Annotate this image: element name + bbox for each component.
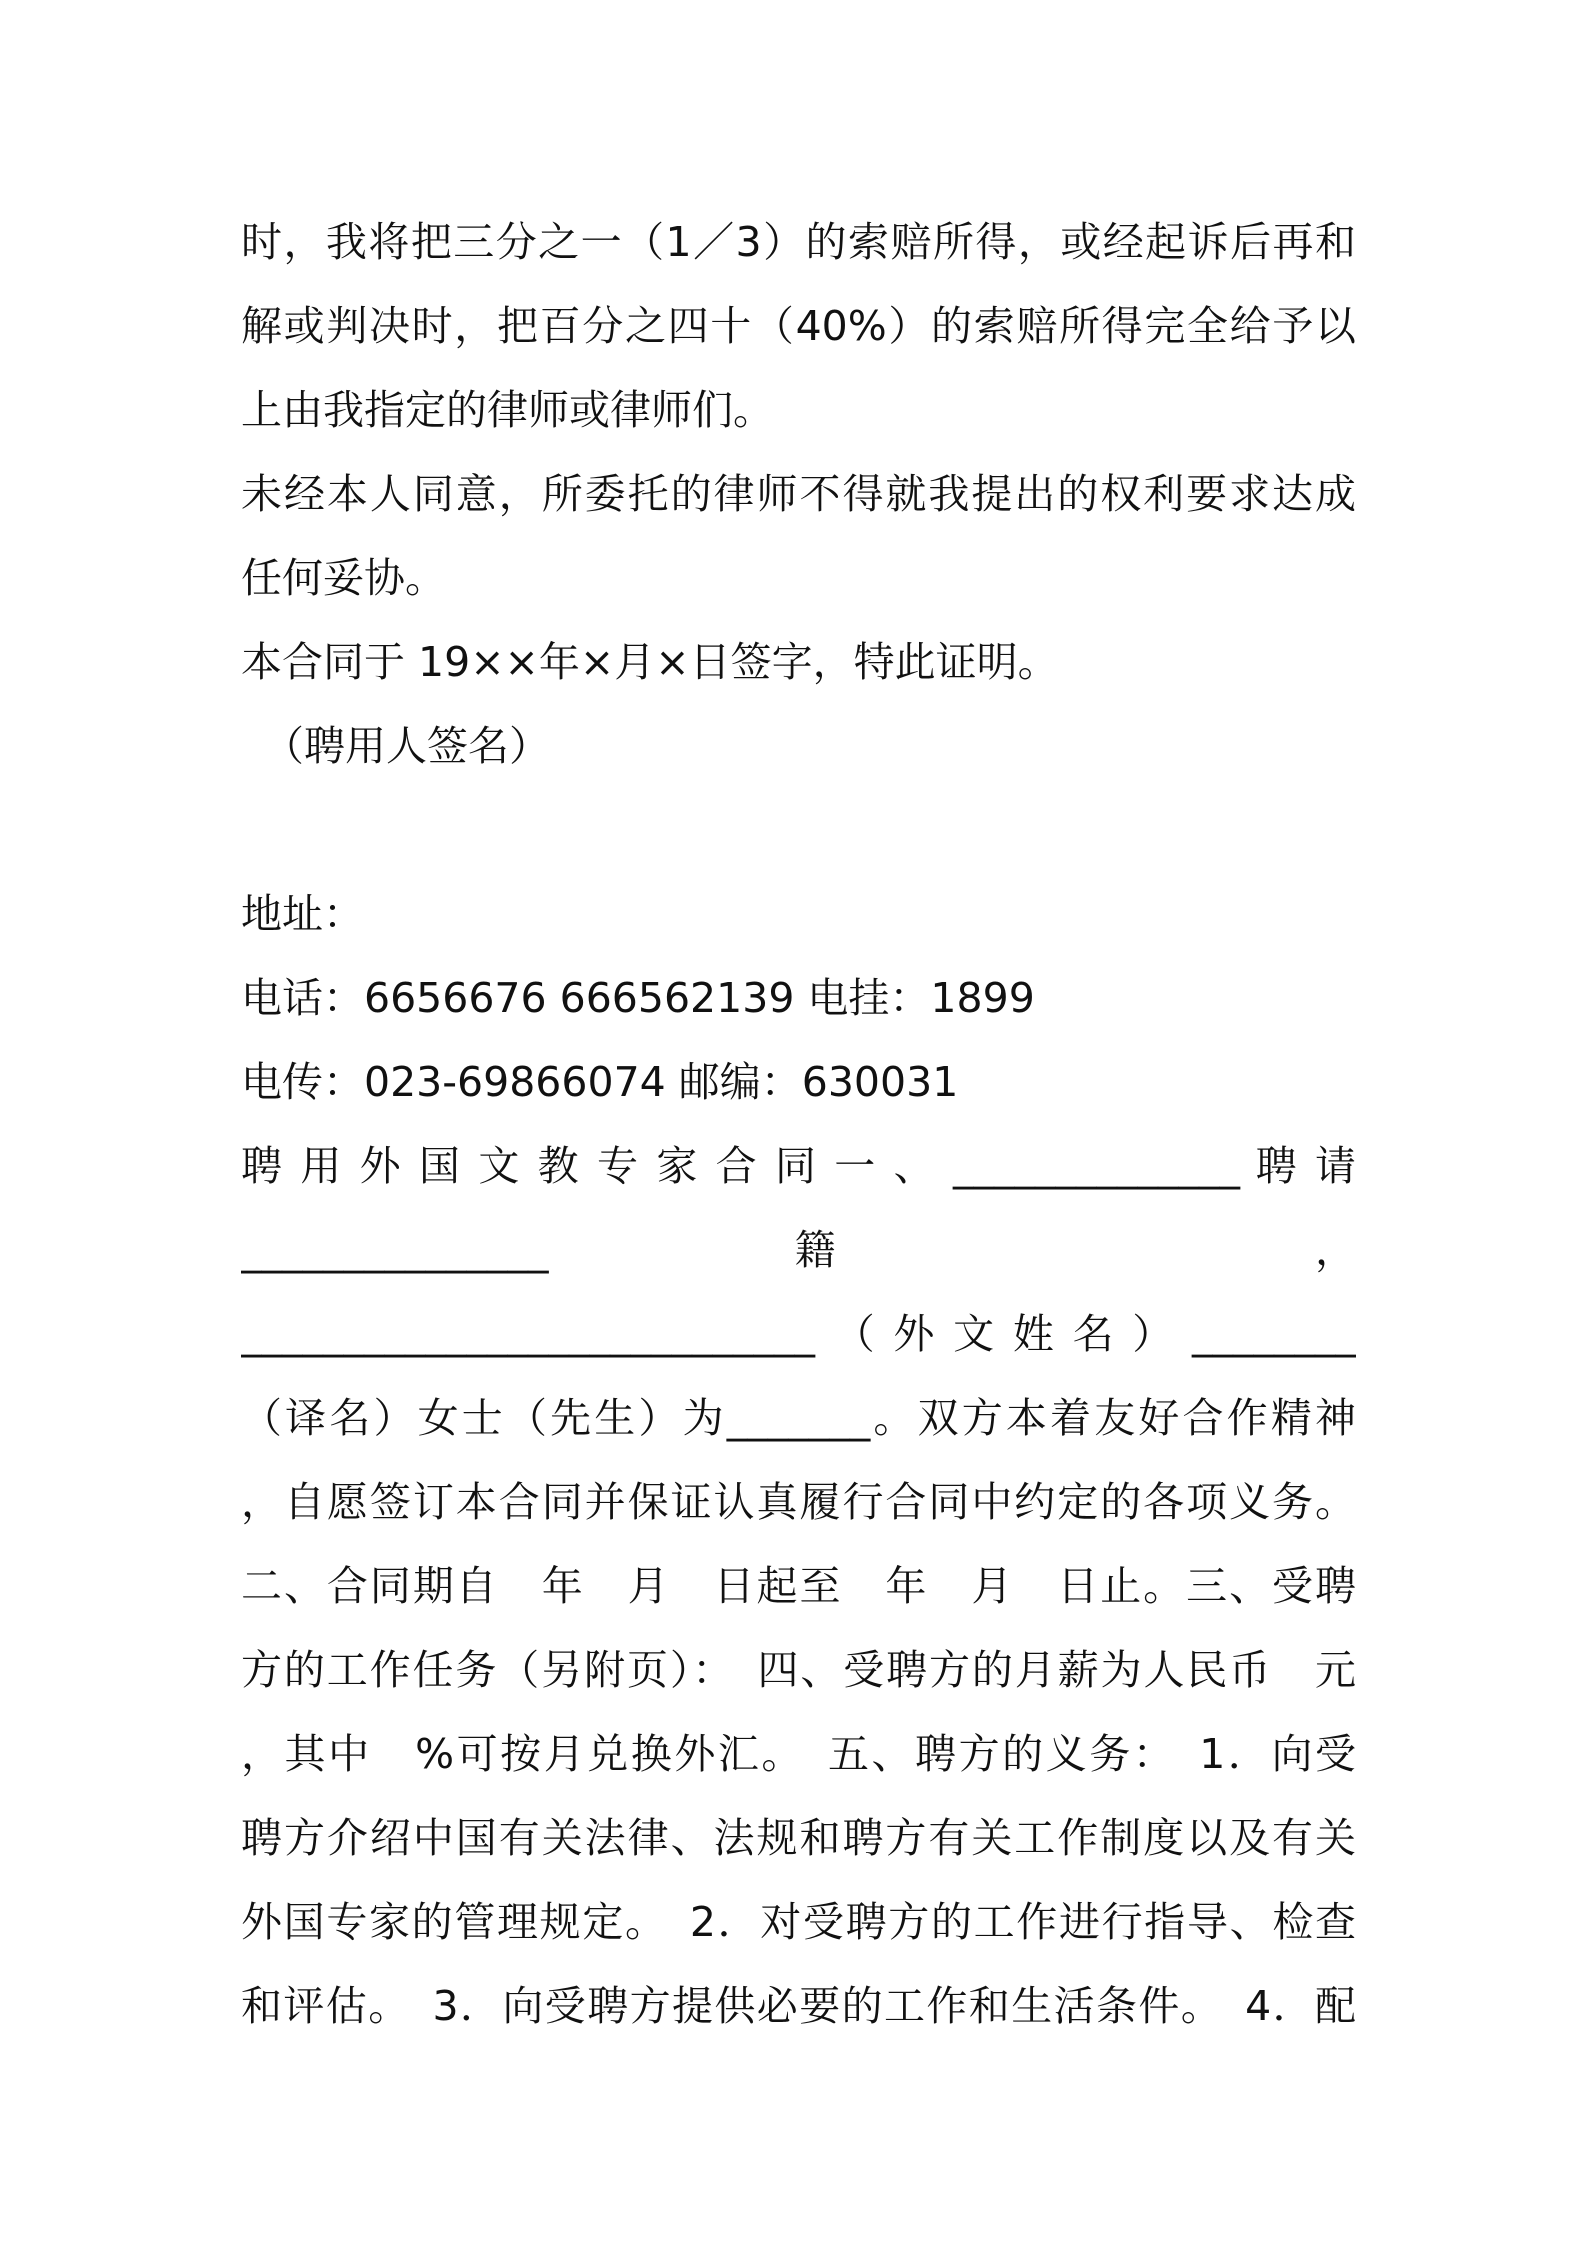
text-line: ____________________________（外文姓名）________ bbox=[241, 1310, 1356, 1358]
text-line: 上由我指定的律师或律师们。 bbox=[241, 386, 774, 434]
text-line: 和评估。 3．向受聘方提供必要的工作和生活条件。 4．配 bbox=[241, 1982, 1356, 2030]
text-line: 二、合同期自 年 月 日起至 年 月 日止。三、受聘 bbox=[241, 1562, 1356, 1610]
text-line: 时，我将把三分之一（1／3）的索赔所得，或经起诉后再和 bbox=[241, 218, 1356, 266]
text-line: 方的工作任务（另附页）： 四、受聘方的月薪为人民币 元 bbox=[241, 1646, 1356, 1694]
text-line: 外国专家的管理规定。 2．对受聘方的工作进行指导、检查 bbox=[241, 1898, 1356, 1946]
address-label: 地址： bbox=[241, 890, 364, 938]
text-line: 任何妥协。 bbox=[241, 554, 446, 602]
text-line: ，其中 %可按月兑换外汇。 五、聘方的义务： 1．向受 bbox=[241, 1730, 1356, 1778]
text-line: 未经本人同意，所委托的律师不得就我提出的权利要求达成 bbox=[241, 470, 1356, 518]
text-line: 解或判决时，把百分之四十（40%）的索赔所得完全给予以 bbox=[241, 302, 1356, 350]
text-line: 聘方介绍中国有关法律、法规和聘方有关工作制度以及有关 bbox=[241, 1814, 1356, 1862]
document-body bbox=[241, 200, 1356, 2048]
text-line: ，自愿签订本合同并保证认真履行合同中约定的各项义务。 bbox=[241, 1478, 1356, 1526]
contract-title-line: 聘 用 外 国 文 教 专 家 合 同 一 、 ______________ 聘 请 bbox=[241, 1142, 1356, 1190]
signature-label: （聘用人签名） bbox=[263, 722, 550, 770]
fax-line: 电传：023-69866074 邮编：630031 bbox=[241, 1058, 959, 1106]
phone-line: 电话：6656676 666562139 电挂：1899 bbox=[241, 974, 1035, 1022]
text-line: _______________ 籍 ， bbox=[241, 1226, 1356, 1274]
blank-line bbox=[241, 788, 1356, 872]
text-line: （译名）女士（先生）为_______。双方本着友好合作精神 bbox=[241, 1394, 1356, 1442]
text-line: 本合同于 19××年×月×日签字，特此证明。 bbox=[241, 638, 1059, 686]
